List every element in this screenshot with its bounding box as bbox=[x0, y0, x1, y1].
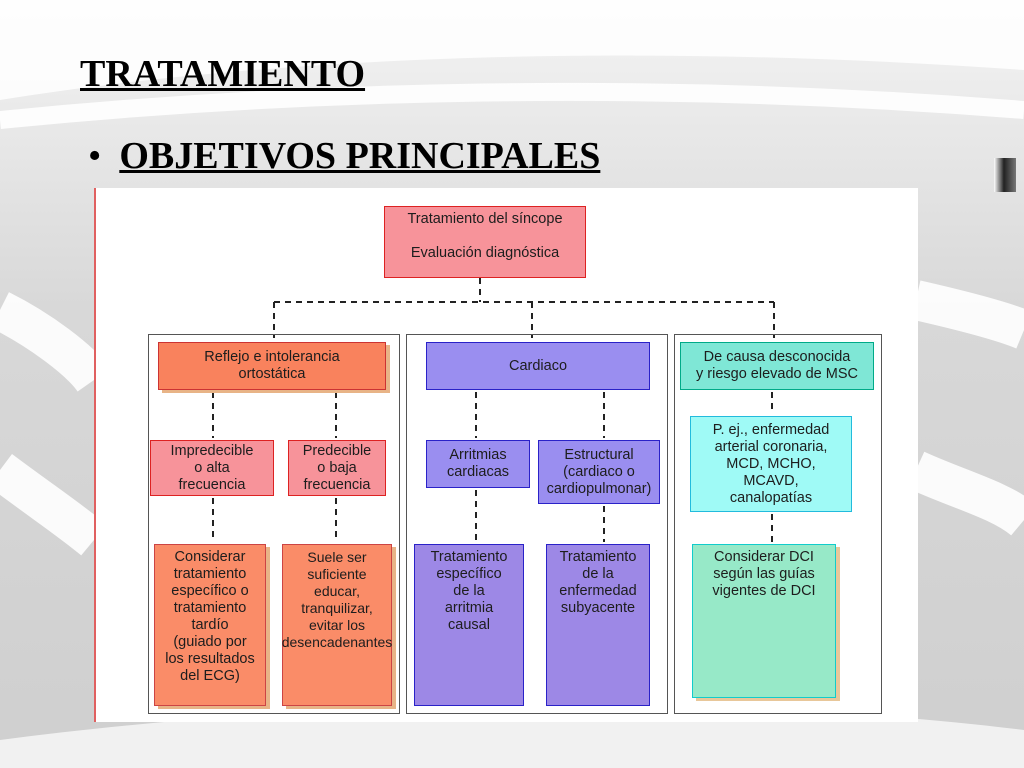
flowchart-diagram bbox=[94, 188, 918, 722]
node-label: P. ej., enfermedad arterial coronaria, MCD, MCHO, MCAVD, canalopatías bbox=[712, 421, 830, 506]
treatment-label: Tratamiento de la enfermedad subyacente bbox=[559, 549, 637, 616]
root-box bbox=[384, 206, 586, 278]
treatment-box-unknown bbox=[692, 544, 836, 698]
node-estructural bbox=[538, 440, 660, 504]
branch-header-cardiac bbox=[426, 342, 650, 390]
page-title: TRATAMIENTO bbox=[80, 53, 366, 95]
node-label: Arritmias cardiacas bbox=[446, 447, 510, 480]
edge-decoration bbox=[994, 158, 1016, 192]
node-label: Estructural (cardiaco o cardiopulmonar) bbox=[546, 446, 652, 497]
treatment-label: Considerar DCI según las guías vigentes de DCI bbox=[712, 549, 816, 599]
node-predecible bbox=[288, 440, 386, 496]
treatment-box-impredecible bbox=[154, 544, 266, 706]
treatment-label: Suele ser suficiente educar, tranquilizar, evitar los desencadenantes bbox=[281, 549, 393, 650]
branch-header-unknown bbox=[680, 342, 874, 390]
treatment-box-predecible bbox=[282, 544, 392, 706]
treatment-box-arritmias bbox=[414, 544, 524, 706]
node-arritmias bbox=[426, 440, 530, 488]
treatment-label: Considerar tratamiento específico o tratamiento tardío (guiado por los resultados del ECG) bbox=[165, 549, 255, 684]
branch-header-reflex bbox=[158, 342, 386, 390]
subtitle-bullet bbox=[88, 134, 600, 178]
bullet-symbol: • bbox=[88, 135, 102, 177]
treatment-box-estructural bbox=[546, 544, 650, 706]
node-label: Predecible o baja frecuencia bbox=[302, 442, 372, 493]
node-example-unknown bbox=[690, 416, 852, 512]
root-label: Tratamiento del síncope Evaluación diagnóstica bbox=[407, 211, 563, 261]
node-impredecible bbox=[150, 440, 274, 496]
branch-header-label: Reflejo e intolerancia ortostática bbox=[204, 349, 340, 382]
branch-header-label: De causa desconocida y riesgo elevado de MSC bbox=[696, 349, 858, 382]
branch-header-label: Cardiaco bbox=[508, 357, 568, 374]
treatment-label: Tratamiento específico de la arritmia causal bbox=[430, 549, 508, 633]
node-label: Impredecible o alta frecuencia bbox=[170, 442, 254, 493]
subtitle-text: OBJETIVOS PRINCIPALES bbox=[119, 135, 601, 177]
